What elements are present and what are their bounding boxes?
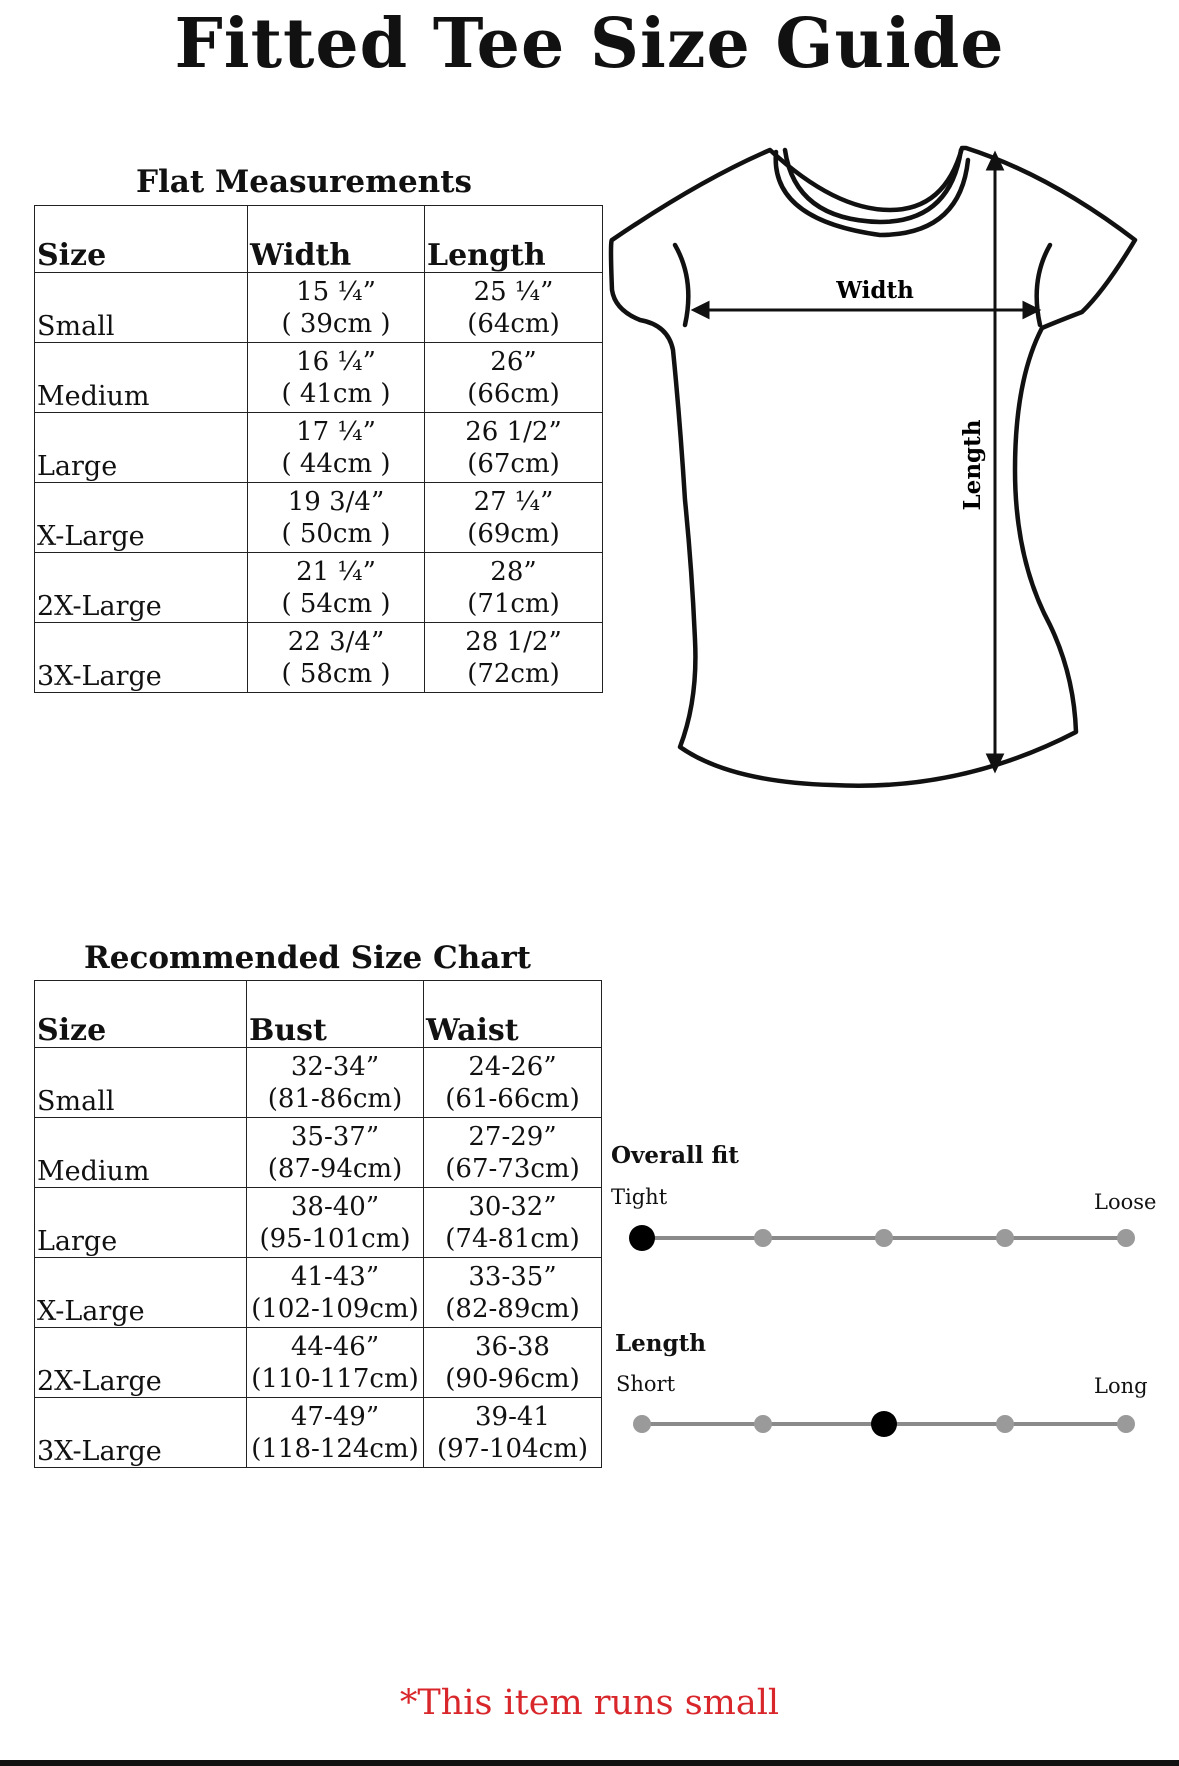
width-cell bbox=[248, 413, 425, 483]
table-row bbox=[35, 1398, 602, 1468]
scale-point bbox=[996, 1229, 1014, 1247]
bust-cell bbox=[247, 1328, 424, 1398]
waist-inches: 30-32” bbox=[468, 1191, 557, 1222]
width-cell bbox=[248, 343, 425, 413]
tshirt-neckline bbox=[785, 150, 961, 222]
width-inches: 16 ¼” bbox=[296, 346, 376, 377]
width-cm: ( 44cm ) bbox=[281, 448, 391, 479]
scale-point bbox=[875, 1229, 893, 1247]
waist-inches: 36-38 bbox=[475, 1331, 550, 1362]
waist-cm: (82-89cm) bbox=[445, 1293, 580, 1324]
length-inches: 28 1/2” bbox=[465, 626, 562, 657]
waist-cm: (97-104cm) bbox=[437, 1433, 588, 1464]
scale-point-selected bbox=[629, 1225, 655, 1251]
runs-small-note: *This item runs small bbox=[399, 1683, 780, 1723]
bust-inches: 47-49” bbox=[290, 1401, 380, 1432]
table-row bbox=[35, 413, 603, 483]
size-cell: 2X-Large bbox=[35, 553, 248, 623]
waist-cell bbox=[424, 1398, 602, 1468]
table-row bbox=[35, 1328, 602, 1398]
scale-point bbox=[996, 1415, 1014, 1433]
scale-point bbox=[633, 1415, 651, 1433]
size-cell: 3X-Large bbox=[35, 623, 248, 693]
width-cm: ( 50cm ) bbox=[281, 518, 391, 549]
width-cell bbox=[248, 273, 425, 343]
width-inches: 17 ¼” bbox=[296, 416, 376, 447]
length-fit-low-label: Short bbox=[616, 1372, 676, 1396]
width-arrow bbox=[694, 303, 1038, 317]
width-cell bbox=[248, 553, 425, 623]
bottom-border bbox=[0, 1760, 1179, 1766]
table-row bbox=[35, 1188, 602, 1258]
width-cm: ( 39cm ) bbox=[281, 308, 391, 339]
overall-fit-label: Overall fit bbox=[611, 1142, 739, 1169]
length-arrow bbox=[988, 154, 1002, 770]
length-cell bbox=[425, 483, 603, 553]
column-header-length: Length bbox=[425, 206, 603, 273]
overall-fit-high-label: Loose bbox=[1094, 1190, 1157, 1214]
table-row bbox=[35, 1048, 602, 1118]
bust-inches: 38-40” bbox=[290, 1191, 380, 1222]
column-header-bust: Bust bbox=[247, 981, 424, 1048]
bust-cm: (87-94cm) bbox=[267, 1153, 403, 1184]
length-inches: 26” bbox=[490, 346, 537, 377]
width-inches: 21 ¼” bbox=[296, 556, 376, 587]
table-row bbox=[35, 623, 603, 693]
column-header-waist: Waist bbox=[424, 981, 602, 1048]
length-inches: 27 ¼” bbox=[473, 486, 554, 517]
table-row bbox=[35, 1258, 602, 1328]
length-cell bbox=[425, 273, 603, 343]
bust-cm: (81-86cm) bbox=[267, 1083, 403, 1114]
size-cell: X-Large bbox=[35, 1258, 247, 1328]
bust-cm: (110-117cm) bbox=[251, 1363, 419, 1394]
length-fit-label: Length bbox=[615, 1330, 706, 1357]
bust-cell bbox=[247, 1118, 424, 1188]
scale-point bbox=[1117, 1415, 1135, 1433]
length-cell bbox=[425, 553, 603, 623]
bust-inches: 44-46” bbox=[290, 1331, 380, 1362]
waist-inches: 27-29” bbox=[468, 1121, 557, 1152]
waist-cell bbox=[424, 1048, 602, 1118]
width-cm: ( 58cm ) bbox=[281, 658, 391, 689]
scale-point-selected bbox=[871, 1411, 897, 1437]
page-title: Fitted Tee Size Guide bbox=[174, 4, 1005, 84]
width-cm: ( 41cm ) bbox=[281, 378, 391, 409]
length-cm: (69cm) bbox=[467, 518, 560, 549]
scale-point bbox=[754, 1415, 772, 1433]
waist-inches: 33-35” bbox=[468, 1261, 557, 1292]
size-cell: Small bbox=[35, 273, 248, 343]
flat-measurements-heading: Flat Measurements bbox=[136, 164, 472, 200]
size-cell: X-Large bbox=[35, 483, 248, 553]
length-inches: 25 ¼” bbox=[473, 276, 554, 307]
scale-point bbox=[1117, 1229, 1135, 1247]
length-cell bbox=[425, 413, 603, 483]
bust-cm: (118-124cm) bbox=[251, 1433, 419, 1464]
flat-measurements-table bbox=[34, 205, 603, 693]
column-header-size: Size bbox=[35, 206, 248, 273]
size-cell: Medium bbox=[35, 1118, 247, 1188]
table-row bbox=[35, 483, 603, 553]
waist-cell bbox=[424, 1328, 602, 1398]
waist-cm: (61-66cm) bbox=[445, 1083, 580, 1114]
length-cm: (64cm) bbox=[467, 308, 560, 339]
size-cell: Large bbox=[35, 1188, 247, 1258]
waist-cell bbox=[424, 1258, 602, 1328]
recommended-size-heading: Recommended Size Chart bbox=[84, 940, 532, 976]
waist-inches: 24-26” bbox=[468, 1051, 557, 1082]
length-cm: (66cm) bbox=[467, 378, 560, 409]
bust-cm: (95-101cm) bbox=[259, 1223, 411, 1254]
table-header-row bbox=[35, 206, 603, 273]
width-inches: 19 3/4” bbox=[287, 486, 385, 517]
bust-inches: 32-34” bbox=[290, 1051, 380, 1082]
table-row bbox=[35, 1118, 602, 1188]
length-inches: 28” bbox=[490, 556, 537, 587]
overall-fit-low-label: Tight bbox=[611, 1185, 668, 1209]
width-inches: 15 ¼” bbox=[296, 276, 376, 307]
tshirt-outline bbox=[611, 148, 1135, 786]
column-header-size: Size bbox=[35, 981, 247, 1048]
table-row bbox=[35, 343, 603, 413]
overall-fit-scale bbox=[620, 1220, 1140, 1256]
width-inches: 22 3/4” bbox=[287, 626, 385, 657]
width-cell bbox=[248, 483, 425, 553]
table-row bbox=[35, 553, 603, 623]
width-cell bbox=[248, 623, 425, 693]
waist-inches: 39-41 bbox=[475, 1401, 550, 1432]
length-cell bbox=[425, 343, 603, 413]
bust-inches: 35-37” bbox=[290, 1121, 380, 1152]
scale-point bbox=[754, 1229, 772, 1247]
bust-cell bbox=[247, 1258, 424, 1328]
length-cm: (72cm) bbox=[467, 658, 560, 689]
bust-cell bbox=[247, 1048, 424, 1118]
tshirt-diagram bbox=[600, 140, 1145, 800]
waist-cell bbox=[424, 1118, 602, 1188]
size-cell: Large bbox=[35, 413, 248, 483]
length-cell bbox=[425, 623, 603, 693]
width-label: Width bbox=[836, 277, 914, 304]
waist-cm: (74-81cm) bbox=[445, 1223, 580, 1254]
length-cm: (67cm) bbox=[467, 448, 560, 479]
table-header-row bbox=[35, 981, 602, 1048]
bust-cm: (102-109cm) bbox=[251, 1293, 419, 1324]
size-cell: 3X-Large bbox=[35, 1398, 247, 1468]
size-cell: Medium bbox=[35, 343, 248, 413]
size-cell: 2X-Large bbox=[35, 1328, 247, 1398]
waist-cm: (67-73cm) bbox=[445, 1153, 580, 1184]
recommended-size-table bbox=[34, 980, 602, 1468]
waist-cell bbox=[424, 1188, 602, 1258]
size-cell: Small bbox=[35, 1048, 247, 1118]
table-row bbox=[35, 273, 603, 343]
width-cm: ( 54cm ) bbox=[281, 588, 391, 619]
length-label: Length bbox=[959, 419, 986, 511]
length-fit-scale bbox=[620, 1406, 1140, 1442]
length-inches: 26 1/2” bbox=[465, 416, 562, 447]
waist-cm: (90-96cm) bbox=[445, 1363, 580, 1394]
bust-cell bbox=[247, 1188, 424, 1258]
bust-inches: 41-43” bbox=[290, 1261, 380, 1292]
length-fit-high-label: Long bbox=[1094, 1374, 1148, 1398]
bust-cell bbox=[247, 1398, 424, 1468]
column-header-width: Width bbox=[248, 206, 425, 273]
length-cm: (71cm) bbox=[467, 588, 560, 619]
